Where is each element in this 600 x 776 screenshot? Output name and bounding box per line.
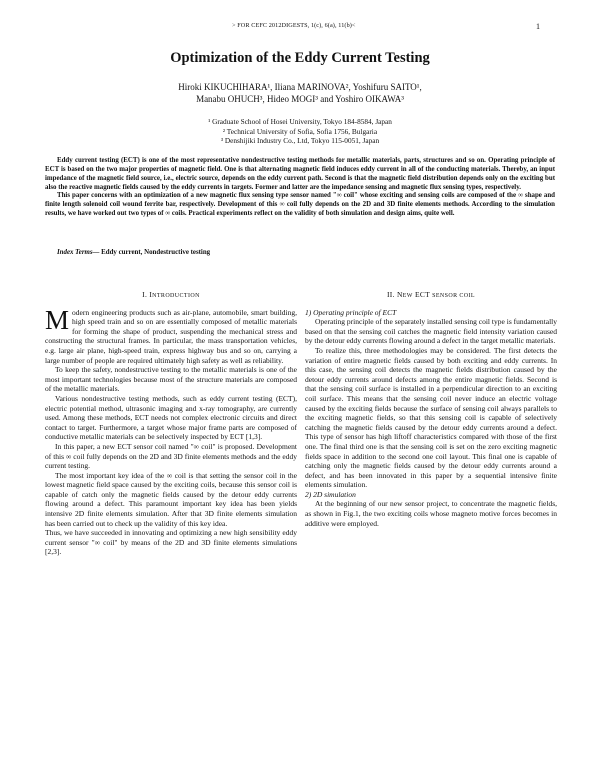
body-paragraph: Operating principle of the separately installed sensing coil type is fundamentally based on that the sensing coil catches the magnetic field intensity variation caused by the detour eddy currents flowing around a defect in the target metallic materials. <box>305 317 557 346</box>
section-heading-introduction: I. INTRODUCTION <box>142 290 200 299</box>
abstract-paragraph: This paper concerns with an optimization of a new magnetic flux sensing type sensor named "∞ coil" whose exciting and sensing coils are composed of the ∞ shape and finite length solenoid coil wound ferrite bar, respectively. Development of this ∞ coil fully depends on the 2D and 3D finite elements methods. According to the simulation results, we have worked out two types of ∞ coils. Practical experiments reflect on the validity of both simulation and design aims, quite well. <box>45 192 555 218</box>
affiliation: ³ Denshijiki Industry Co., Ltd, Tokyo 115-0051, Japan <box>220 136 380 146</box>
left-column <box>45 290 297 557</box>
index-terms-text: Eddy current, Nondestructive testing <box>99 249 211 256</box>
affiliation: ² Technical University of Sofia, Sofia 1756, Bulgaria <box>222 126 378 136</box>
subsection-heading: 2) 2D simulation <box>305 489 356 499</box>
running-header: > FOR CEFC 2012DIGESTS, 1(c), 6(a), 11(b)< <box>232 22 356 29</box>
subsection-heading: 1) Operating principle of ECT <box>305 307 397 317</box>
intro-paragraph: The most important key idea of the ∞ coil is that setting the sensor coil in the lowest magnetic field space caused by the exciting coils, because this sensor coil is capable of catch only the magnetic fields caused by the detour eddy currents flowing around a defect. This paramount important key idea has been yields intensive 2D finite elements simulation. After that 3D finite elements simulation has been carried out to check up the validity of this key idea. <box>45 470 297 528</box>
author-line: Hiroki KIKUCHIHARA¹, Iliana MARINOVA², Yoshifuru SAITO¹, <box>178 82 422 92</box>
body-paragraph: To realize this, three methodologies may be considered. The first detects the variation of entire magnetic fields caused by both exciting and eddy currents. In this case, the sensing coil detects the magnetic fields distribution caused by the detour eddy currents around defects among the entire magnetic fields. Second is that the sensing coil surface is installed in a perpendicular direction to an exciting coil surface. This means that the sensing coil never induce an electric voltage caused by the exciting fields because the surface of sensing coil always parallels to the exciting magnetic fields, so that this sensing coil is capable of selectively catching the magnetic fields caused by the detour eddy currents around a defect. This type of sensor has high liftoff characteristics compared with those of the first one. The final third one is that the sensing coil is set on the zero exciting magnetic fields space in addition to the second one coil layout. This final one is capable of catching only the magnetic fields caused by the detour eddy currents around a defect, and has been innovated in this paper by a sequential intensive finite elements simulation. <box>305 345 557 490</box>
affiliation-list <box>60 117 540 146</box>
index-terms-label: Index Terms— <box>57 249 100 256</box>
body-paragraph: At the beginning of our new sensor project, to concentrate the magnetic fields, as shown in Fig.1, the two exciting coils whose magneto motive forces becomes in additive were employed. <box>305 499 557 528</box>
author-list <box>60 81 540 105</box>
intro-paragraph: In this paper, a new ECT sensor coil named "∞ coil" is proposed. Development of this ∞ coil fully depends on the 2D and 3D finite elements methods and the eddy current testing. <box>45 441 297 471</box>
intro-paragraph: Modern engineering products such as air-plane, automobile, smart building, high speed train and so on are essentially composed of metallic materials for forming the shape of product, suspending the mechanical stress and constructing the structural frames. In particular, the mass transportation vehicles, e.g. large air plane, high-speed train, express highway bus and so on, carrying a large number of people are required ultimately high safety as well as reliability. <box>45 307 297 365</box>
abstract <box>45 157 555 219</box>
page-number: 1 <box>536 22 540 31</box>
intro-paragraph: To keep the safety, nondestructive testing to the metallic materials is one of the most important technologies because most of the structure materials are composed of the metallic materials. <box>45 365 297 394</box>
drop-cap: M <box>45 307 70 335</box>
paper-title: Optimization of the Eddy Current Testing <box>170 50 430 66</box>
index-terms <box>45 249 555 256</box>
intro-paragraph: Thus, we have succeeded in innovating and optimizing a new high sensibility eddy current sensor "∞ coil" by means of the 2D and 3D finite elements simulations [2,3]. <box>45 528 297 557</box>
section-heading-new-ect-sensor-coil: II. NEW ECT SENSOR COIL <box>386 290 475 299</box>
affiliation: ¹ Graduate School of Hosei University, Tokyo 184-8584, Japan <box>208 117 392 126</box>
abstract-paragraph: Eddy current testing (ECT) is one of the most representative nondestructive testing methods for metallic materials, parts, structures and so on. Operating principle of ECT is based on the two major properties of magnetic field. One is that alternating magnetic field induces eddy current in all of the conducting materials. Thereby, an input impedance of the magnetic field source, i.e., electric source, depends on the eddy current path. Second is that the magnetic field distribution depends only on the exciting but also the reactive magnetic fields caused by the eddy currents in targets. Former and latter are the impedance sensing and magnetic flux sensing types, respectively. <box>45 157 555 191</box>
intro-paragraph: Various nondestructive testing methods, such as eddy current testing (ECT), electric potential method, ultrasonic imaging and x-ray tomography, are currently used. Among these methods, ECT needs not complex electronic circuits and direct contact to target. Furthermore, a target whose major frame parts are composed of conductive metallic materials can be selectively inspected by ECT [1,3]. <box>45 393 297 442</box>
author-line: Manabu OHUCH³, Hideo MOGI³ and Yoshiro OIKAWA³ <box>196 94 404 104</box>
right-column <box>305 290 557 528</box>
